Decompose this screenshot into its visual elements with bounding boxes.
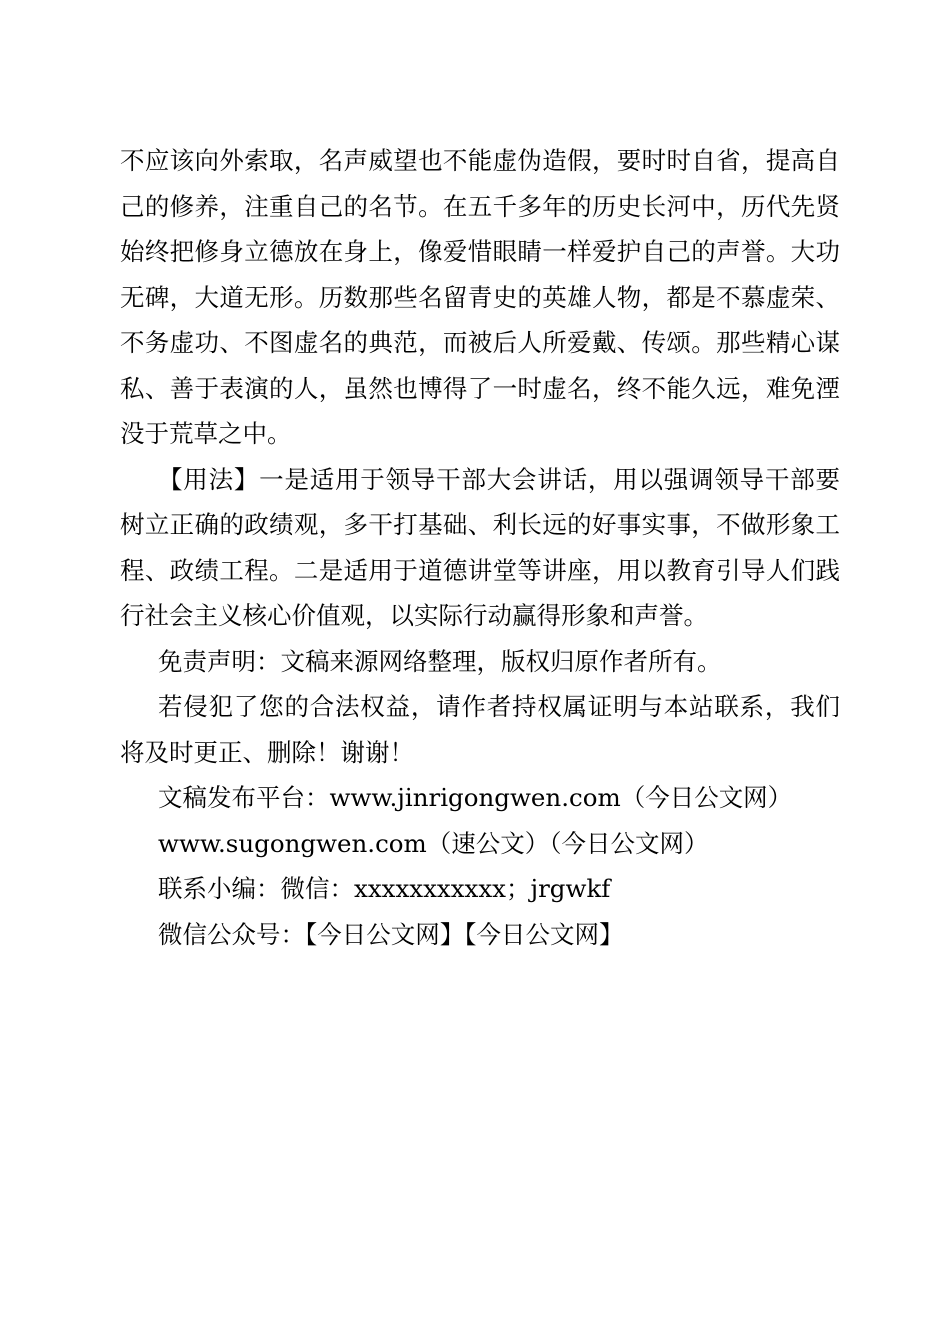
paragraph-usage: 【用法】一是适用于领导干部大会讲话，用以强调领导干部要树立正确的政绩观，多干打基础、利长远的好事实事，不做形象工程、政绩工程。二是适用于道德讲堂等讲座，用以教育引导人们践行社会主义核心价值观，以实际行动赢得形象和声誉。 — [120, 464, 840, 630]
footer-wechat-account: 微信公众号：【今日公文网】【今日公文网】 — [158, 919, 624, 949]
paragraph-body-continuation: 不应该向外索取，名声威望也不能虚伪造假，要时时自省，提高自己的修养，注重自己的名节。在五千多年的历史长河中，历代先贤始终把修身立德放在身上，像爱惜眼睛一样爱护自己的声誉。大功无碑，大道无形。历数那些名留青史的英雄人物，都是不慕虚荣、不务虚功、不图虚名的典范，而被后人所爱戴、传颂。那些精心谋私、善于表演的人，虽然也博得了一时虚名，终不能久远，难免湮没于荒草之中。 — [120, 146, 840, 448]
paragraph-infringement-notice: 若侵犯了您的合法权益，请作者持权属证明与本站联系，我们将及时更正、删除！谢谢！ — [120, 692, 840, 767]
footer-publish-platform: 文稿发布平台：www.jinrigongwen.com（今日公文网） — [158, 783, 793, 812]
footer-contact-editor: 联系小编：微信：xxxxxxxxxxx；jrgwkf — [158, 874, 611, 903]
paragraph-disclaimer: 免责声明：文稿来源网络整理，版权归原作者所有。 — [158, 646, 722, 676]
footer-sugongwen-site: www.sugongwen.com（速公文）（今日公文网） — [158, 828, 709, 858]
document-body — [120, 138, 840, 957]
